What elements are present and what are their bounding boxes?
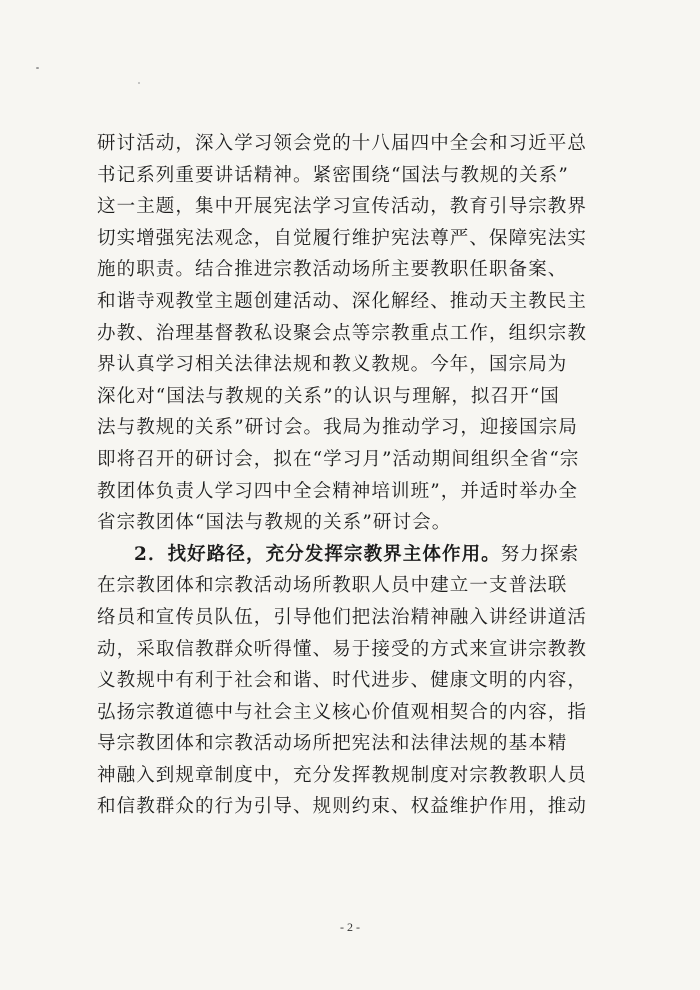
body-text [97, 128, 637, 823]
text-line: 弘扬宗教道德中与社会主义核心价值观相契合的内容，指 [97, 701, 588, 723]
text-line: 络员和宣传员队伍，引导他们把法治精神融入讲经讲道活 [97, 606, 588, 628]
section-heading: 2．找好路径，充分发挥宗教界主体作用。 [134, 543, 501, 565]
text-line: 界认真学习相关法律法规和教义教规。今年，国宗局为 [97, 354, 568, 376]
text-line: 导宗教团体和宗教活动场所把宪法和法律法规的基本精 [97, 733, 568, 755]
text-line: 动，采取信教群众听得懂、易于接受的方式来宣讲宗教教 [97, 638, 588, 660]
scan-speck [138, 82, 140, 84]
text-line: 施的职责。结合推进宗教活动场所主要教职任职备案、 [97, 259, 568, 281]
section-heading-line [97, 539, 637, 571]
text-line: 教团体负责人学习四中全会精神培训班”，并适时举办全 [97, 480, 578, 502]
text-line: 和谐寺观教堂主题创建活动、深化解经、推动天主教民主 [97, 290, 588, 312]
text-line: 研讨活动，深入学习领会党的十八届四中全会和习近平总 [97, 133, 588, 154]
text-line: 法与教规的关系”研讨会。我局为推动学习，迎接国宗局 [97, 417, 578, 439]
text-line: 省宗教团体“国法与教规的关系”研讨会。 [97, 512, 452, 534]
text-line: 神融入到规章制度中，充分发挥教规制度对宗教教职人员 [97, 764, 588, 786]
scan-speck [36, 67, 39, 69]
text-line: 和信教群众的行为引导、规则约束、权益维护作用，推动 [97, 796, 588, 818]
text-line: 办教、治理基督教私设聚会点等宗教重点工作，组织宗教 [97, 322, 588, 344]
text-line: 在宗教团体和宗教活动场所教职人员中建立一支普法联 [97, 575, 568, 597]
text-line: 这一主题，集中开展宪法学习宣传活动，教育引导宗教界 [97, 196, 588, 218]
page-number: - 2 - [340, 920, 360, 934]
text-line: 切实增强宪法观念，自觉履行维护宪法尊严、保障宪法实 [97, 227, 588, 249]
text-fragment: 努力探索 [500, 543, 580, 565]
text-line: 书记系列重要讲话精神。紧密围绕“国法与教规的关系” [97, 164, 569, 186]
text-line: 义教规中有利于社会和谐、时代进步、健康文明的内容， [97, 670, 588, 692]
text-line: 深化对“国法与教规的关系”的认识与理解，拟召开“国 [97, 385, 560, 407]
text-line: 即将召开的研讨会，拟在“学习月”活动期间组织全省“宗 [97, 448, 580, 470]
